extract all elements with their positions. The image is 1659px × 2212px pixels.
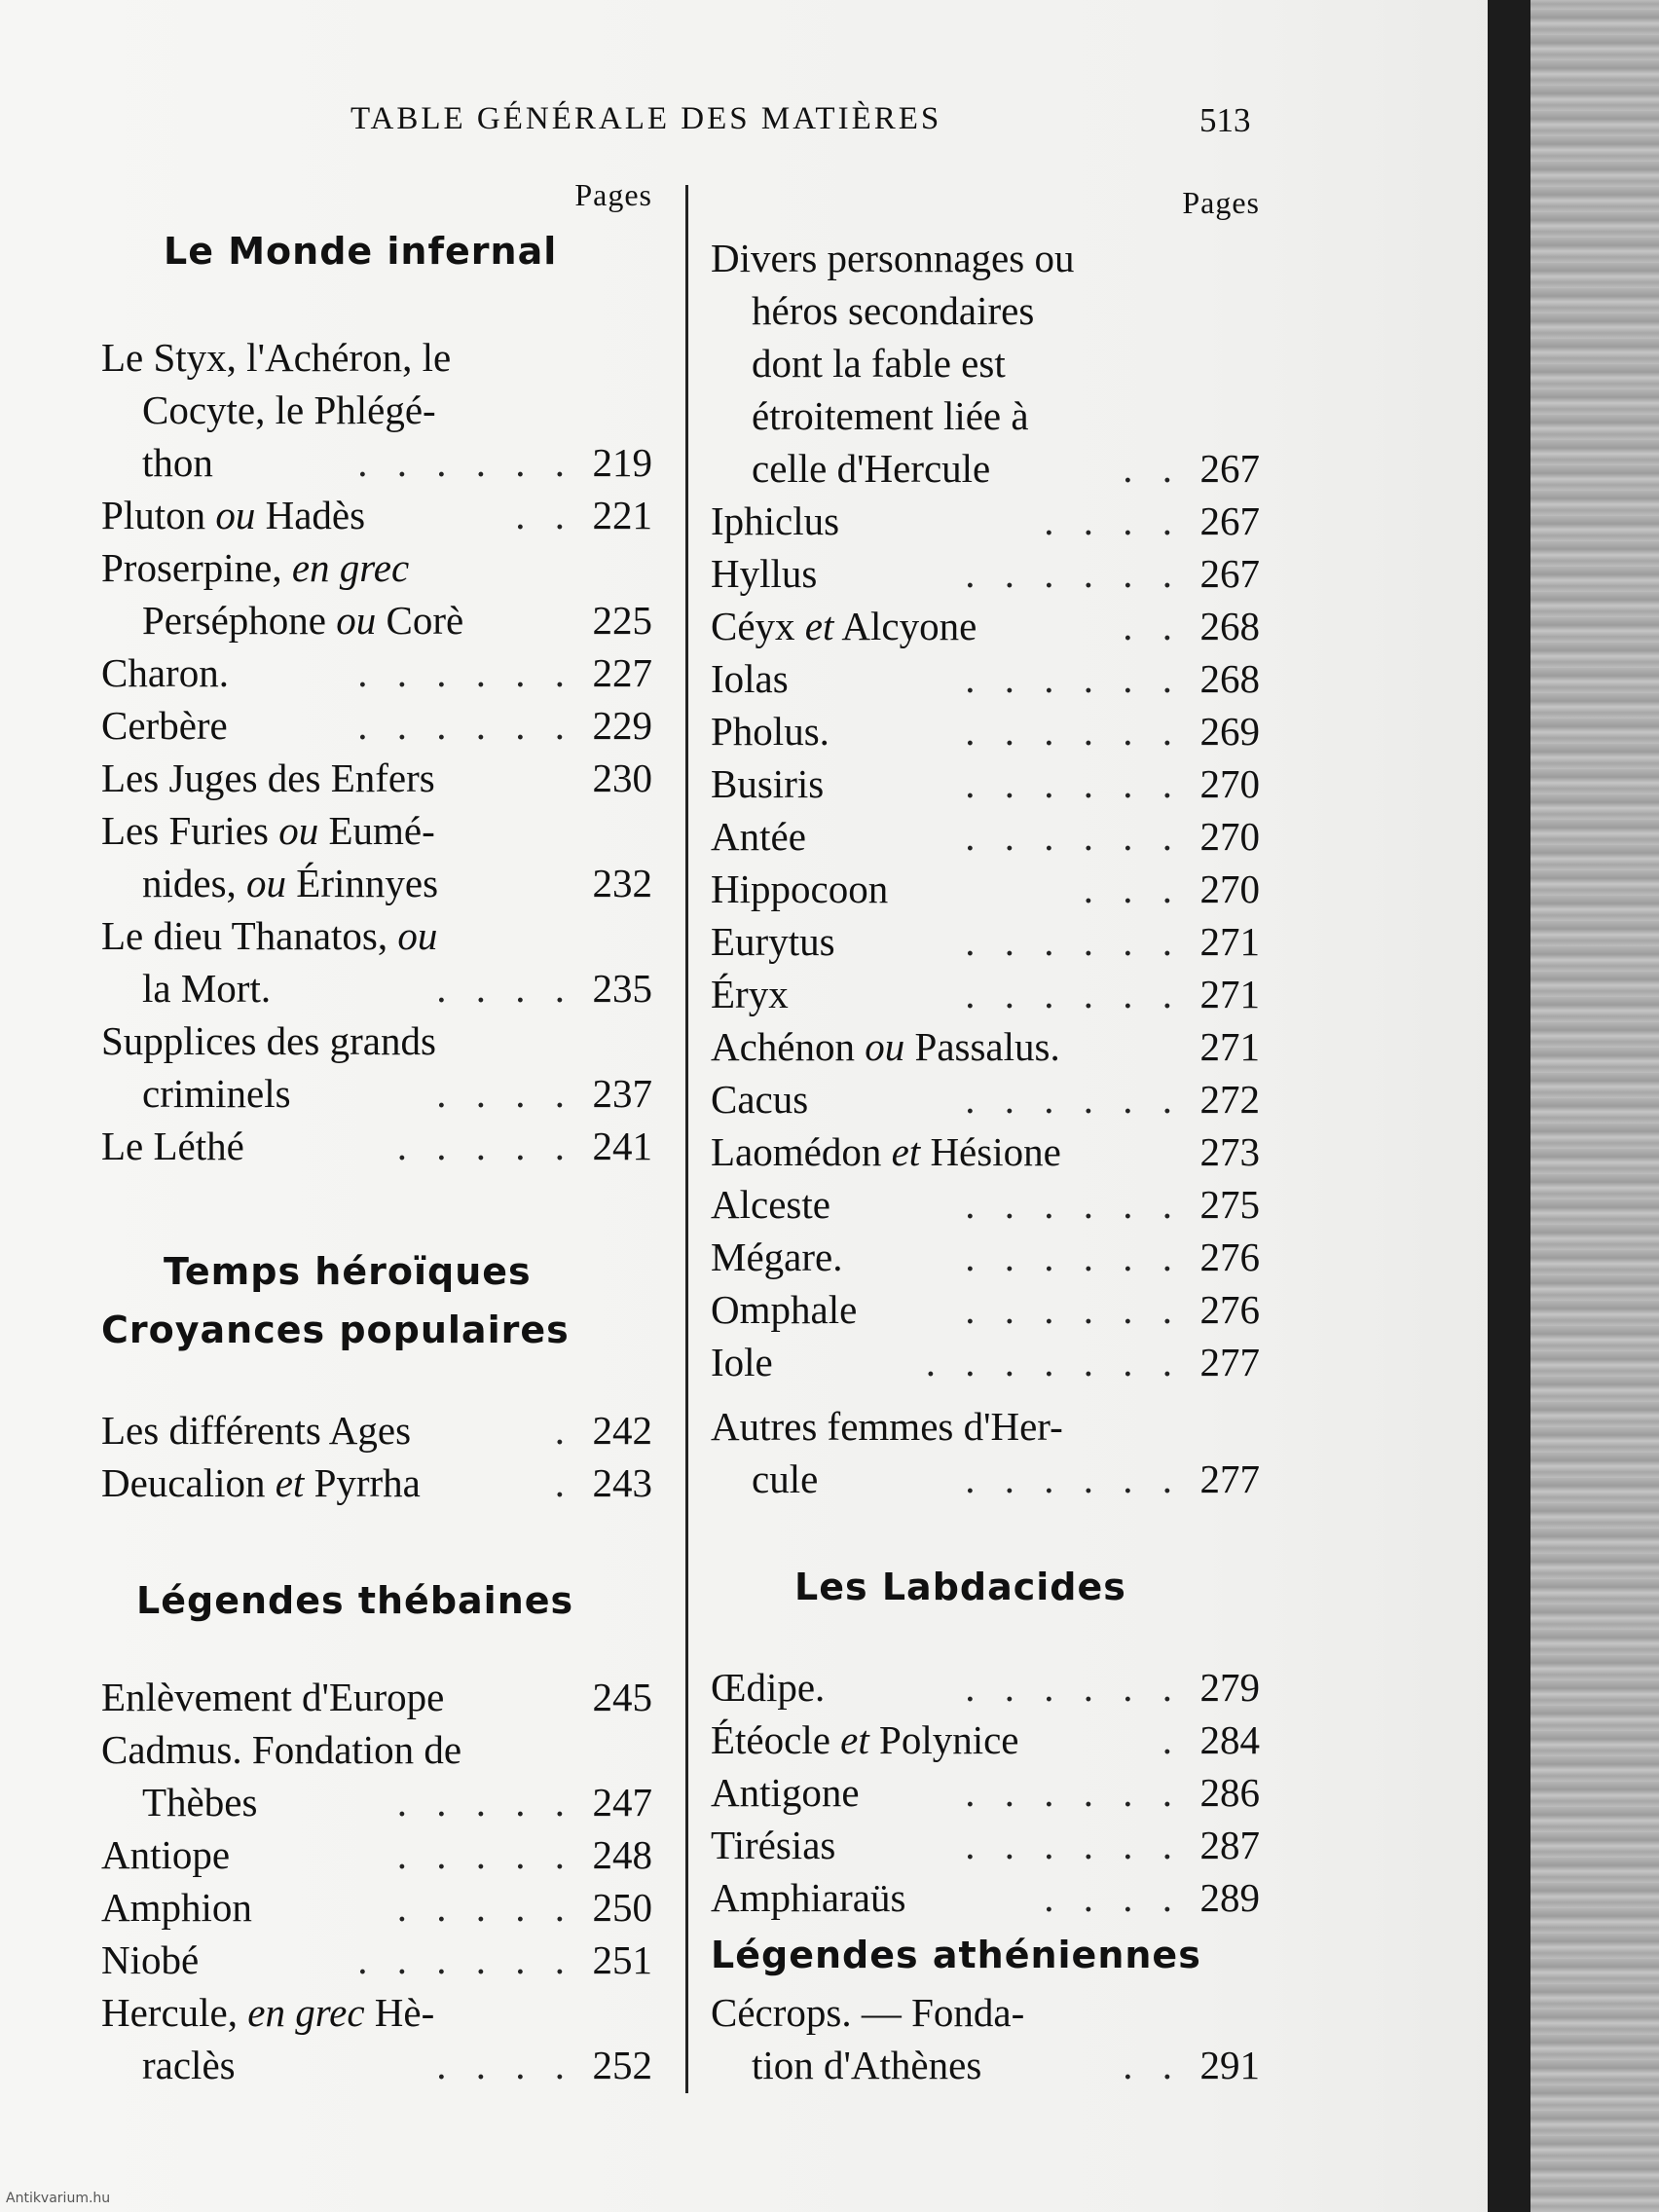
dot-leader: . . . . . . xyxy=(357,650,574,695)
entry-page: 230 xyxy=(592,756,652,800)
toc-entry xyxy=(711,915,1260,968)
entry-page: 243 xyxy=(592,1460,652,1505)
entry-text: Supplices des grands xyxy=(101,1018,436,1063)
toc-entry xyxy=(101,752,652,804)
entry-text: Achénon ou Passalus. xyxy=(711,1024,1060,1069)
entry-page: 271 xyxy=(1199,1024,1260,1069)
entry-text: Antée xyxy=(711,814,806,859)
entry-page: 269 xyxy=(1199,709,1260,754)
entry-page: 284 xyxy=(1199,1717,1260,1762)
entry-page: 270 xyxy=(1199,761,1260,806)
dot-leader: . . xyxy=(515,493,574,537)
entry-text: thon xyxy=(142,440,213,485)
toc-entry xyxy=(711,1020,1260,1073)
toc-entry xyxy=(101,1120,652,1172)
entry-page: 276 xyxy=(1199,1287,1260,1332)
toc-entry-line xyxy=(711,1986,1260,2039)
toc-entry-line xyxy=(101,384,652,436)
entry-text: Cerbère xyxy=(101,703,228,748)
toc-entry xyxy=(711,1766,1260,1819)
entry-text: Antiope xyxy=(101,1832,231,1877)
dot-leader: . . . . xyxy=(1044,498,1182,543)
toc-entry xyxy=(711,1073,1260,1125)
entry-page: 279 xyxy=(1199,1665,1260,1710)
entry-page: 270 xyxy=(1199,866,1260,911)
pages-heading: Pages xyxy=(574,177,652,212)
toc-entry-line xyxy=(101,1014,652,1067)
dot-leader: . . xyxy=(1123,446,1182,491)
entry-text: Hercule, en grec Hè- xyxy=(101,1990,435,2035)
entry-page: 229 xyxy=(592,703,652,748)
entry-text: Thèbes xyxy=(142,1780,258,1825)
entry-text: Antigone xyxy=(711,1770,860,1815)
entry-text: Eurytus xyxy=(711,919,835,964)
dot-leader: . . . . xyxy=(436,1071,574,1116)
toc-entry xyxy=(711,810,1260,863)
entry-page: 221 xyxy=(592,493,652,537)
entry-text: Niobé xyxy=(101,1937,200,1982)
dot-leader: . . . . . . xyxy=(357,440,574,485)
entry-text: la Mort. xyxy=(142,966,272,1011)
toc-entry xyxy=(711,1125,1260,1178)
toc-entry-line xyxy=(101,331,652,384)
entry-page: 291 xyxy=(1199,2043,1260,2087)
toc-entry xyxy=(711,1661,1260,1714)
entry-text: Cocyte, le Phlégé- xyxy=(142,387,436,432)
entry-page: 271 xyxy=(1199,972,1260,1016)
dot-leader: . . . . . . xyxy=(965,1182,1182,1227)
dot-leader: . . . . xyxy=(1044,1875,1182,1920)
entry-text: Éryx xyxy=(711,972,789,1016)
entry-page: 242 xyxy=(592,1408,652,1453)
dot-leader: . . . . . . xyxy=(357,703,574,748)
entry-page: 267 xyxy=(1199,446,1260,491)
entry-text: Cécrops. — Fonda- xyxy=(711,1990,1025,2035)
entry-page: 267 xyxy=(1199,551,1260,596)
entry-page: 267 xyxy=(1199,498,1260,543)
toc-entry xyxy=(711,442,1260,495)
toc-entry-line xyxy=(101,804,652,857)
entry-page: 237 xyxy=(592,1071,652,1116)
toc-entry-line xyxy=(101,541,652,594)
toc-entry xyxy=(101,1881,652,1934)
entry-page: 268 xyxy=(1199,656,1260,701)
entry-text: Deucalion et Pyrrha xyxy=(101,1460,421,1505)
dot-leader: . . . . . . xyxy=(965,1235,1182,1279)
column-divider xyxy=(685,185,688,2093)
dot-leader: . . . . . . xyxy=(965,814,1182,859)
dot-leader: . . . . . . xyxy=(965,1665,1182,1710)
entry-text: étroitement liée à xyxy=(752,393,1029,438)
entry-text: Divers personnages ou xyxy=(711,236,1075,280)
toc-entry xyxy=(711,1819,1260,1871)
entry-text: Iphiclus xyxy=(711,498,840,543)
entry-page: 235 xyxy=(592,966,652,1011)
watermark: Antikvarium.hu xyxy=(6,2191,111,2206)
dot-leader: . . . . . . xyxy=(965,1456,1182,1501)
dot-leader: . . . . . . xyxy=(965,1287,1182,1332)
entry-text: Perséphone ou Corè xyxy=(142,598,464,643)
toc-entry-line xyxy=(101,1986,652,2039)
entry-text: tion d'Athènes xyxy=(752,2043,982,2087)
toc-entry xyxy=(711,863,1260,915)
entry-text: Œdipe. xyxy=(711,1665,826,1710)
page-number: 513 xyxy=(1199,101,1251,139)
section-title: Croyances populaires xyxy=(101,1309,570,1351)
toc-entry xyxy=(101,436,652,489)
dot-leader: . . . . . . xyxy=(357,1937,574,1982)
toc-entry xyxy=(711,652,1260,705)
entry-text: Cacus xyxy=(711,1077,809,1122)
entry-text: Cadmus. Fondation de xyxy=(101,1727,462,1772)
entry-text: Les Furies ou Eumé- xyxy=(101,808,435,853)
dot-leader: . . . xyxy=(1083,866,1182,911)
dot-leader: . . . . . . xyxy=(965,551,1182,596)
entry-text: Les différents Ages xyxy=(101,1408,412,1453)
dot-leader: . . . . xyxy=(436,966,574,1011)
entry-text: celle d'Hercule xyxy=(752,446,991,491)
entry-text: raclès xyxy=(142,2043,236,2087)
dot-leader: . . . . . . xyxy=(965,709,1182,754)
entry-page: 289 xyxy=(1199,1875,1260,1920)
entry-page: 277 xyxy=(1199,1456,1260,1501)
entry-page: 251 xyxy=(592,1937,652,1982)
entry-page: 225 xyxy=(592,598,652,643)
entry-text: Le dieu Thanatos, ou xyxy=(101,913,438,958)
toc-entry xyxy=(711,495,1260,547)
entry-page: 219 xyxy=(592,440,652,485)
entry-text: Céyx et Alcyone xyxy=(711,604,977,648)
dot-leader: . . . . . . xyxy=(965,1077,1182,1122)
entry-text: Autres femmes d'Her- xyxy=(711,1404,1063,1449)
dot-leader: . . . . . xyxy=(396,1124,574,1168)
toc-entry xyxy=(101,646,652,699)
toc-entry xyxy=(711,1714,1260,1766)
toc-entry xyxy=(711,968,1260,1020)
dot-leader: . . . . . . xyxy=(965,1823,1182,1867)
dot-leader: . . . . . . xyxy=(965,919,1182,964)
entry-page: 245 xyxy=(592,1675,652,1719)
entry-text: Le Styx, l'Achéron, le xyxy=(101,335,452,380)
entry-page: 247 xyxy=(592,1780,652,1825)
entry-page: 227 xyxy=(592,650,652,695)
entry-page: 287 xyxy=(1199,1823,1260,1867)
entry-text: Laomédon et Hésione xyxy=(711,1129,1061,1174)
toc-entry-line xyxy=(101,909,652,962)
dot-leader: . . xyxy=(1123,2043,1182,2087)
entry-page: 241 xyxy=(592,1124,652,1168)
section-title: Légendes thébaines xyxy=(136,1579,574,1622)
toc-entry xyxy=(711,1871,1260,1924)
toc-entry xyxy=(101,857,652,909)
dot-leader: . . . . . . xyxy=(965,1770,1182,1815)
toc-entry-line xyxy=(711,232,1260,284)
toc-entry xyxy=(101,489,652,541)
toc-entry xyxy=(101,699,652,752)
entry-text: Amphion xyxy=(101,1885,252,1930)
dot-leader: . . . . . xyxy=(396,1885,574,1930)
toc-entry xyxy=(711,547,1260,600)
entry-text: Iole xyxy=(711,1340,773,1384)
toc-entry xyxy=(711,1231,1260,1283)
entry-page: 276 xyxy=(1199,1235,1260,1279)
entry-text: dont la fable est xyxy=(752,341,1006,386)
entry-page: 272 xyxy=(1199,1077,1260,1122)
entry-text: Étéocle et Polynice xyxy=(711,1717,1019,1762)
entry-text: criminels xyxy=(142,1071,291,1116)
section-title: Le Monde infernal xyxy=(164,230,558,273)
toc-entry-line xyxy=(711,1400,1260,1453)
entry-text: Busiris xyxy=(711,761,825,806)
entry-page: 275 xyxy=(1199,1182,1260,1227)
entry-text: héros secondaires xyxy=(752,288,1035,333)
entry-page: 286 xyxy=(1199,1770,1260,1815)
entry-page: 232 xyxy=(592,861,652,905)
toc-entry xyxy=(101,1671,652,1723)
entry-text: Tirésias xyxy=(711,1823,836,1867)
entry-text: Hyllus xyxy=(711,551,818,596)
toc-entry xyxy=(101,962,652,1014)
entry-page: 248 xyxy=(592,1832,652,1877)
toc-entry xyxy=(101,1456,652,1509)
entry-page: 268 xyxy=(1199,604,1260,648)
book-binding xyxy=(1530,0,1659,2212)
toc-entry xyxy=(711,600,1260,652)
toc-entry xyxy=(101,1934,652,1986)
toc-entry xyxy=(101,1067,652,1120)
entry-text: Pluton ou Hadès xyxy=(101,493,366,537)
toc-entry xyxy=(711,1283,1260,1336)
toc-entry xyxy=(101,1776,652,1828)
entry-page: 271 xyxy=(1199,919,1260,964)
entry-text: Pholus. xyxy=(711,709,830,754)
book-spine-edge xyxy=(1488,0,1530,2212)
toc-entry-line xyxy=(711,389,1260,442)
toc-entry xyxy=(711,1336,1260,1388)
toc-entry xyxy=(711,757,1260,810)
entry-text: Proserpine, en grec xyxy=(101,545,410,590)
entry-page: 277 xyxy=(1199,1340,1260,1384)
dot-leader: . . . . . . xyxy=(965,761,1182,806)
dot-leader: . . . . . xyxy=(396,1780,574,1825)
entry-text: Amphiaraüs xyxy=(711,1875,906,1920)
dot-leader: . xyxy=(1161,1717,1182,1762)
entry-text: Mégare. xyxy=(711,1235,843,1279)
toc-entry-line xyxy=(711,284,1260,337)
entry-text: Alceste xyxy=(711,1182,830,1227)
toc-entry xyxy=(101,594,652,646)
dot-leader: . . . . xyxy=(436,2043,574,2087)
toc-entry xyxy=(711,1178,1260,1231)
toc-entry xyxy=(101,1828,652,1881)
dot-leader: . . xyxy=(1123,604,1182,648)
toc-entry-line xyxy=(711,337,1260,389)
dot-leader: . . . . . . xyxy=(965,656,1182,701)
dot-leader: . . . . . xyxy=(396,1832,574,1877)
dot-leader: . xyxy=(554,1408,574,1453)
entry-text: Enlèvement d'Europe xyxy=(101,1675,445,1719)
dot-leader: . . . . . . xyxy=(965,972,1182,1016)
toc-entry xyxy=(711,2039,1260,2091)
toc-entry xyxy=(101,2039,652,2091)
entry-text: Iolas xyxy=(711,656,789,701)
running-title: TABLE GÉNÉRALE DES MATIÈRES xyxy=(350,101,942,136)
pages-heading: Pages xyxy=(1182,185,1260,220)
entry-text: Le Léthé xyxy=(101,1124,244,1168)
toc-entry-line xyxy=(101,1723,652,1776)
entry-text: Les Juges des Enfers xyxy=(101,756,435,800)
entry-text: Charon. xyxy=(101,650,229,695)
entry-page: 252 xyxy=(592,2043,652,2087)
entry-page: 270 xyxy=(1199,814,1260,859)
entry-page: 273 xyxy=(1199,1129,1260,1174)
dot-leader: . xyxy=(554,1460,574,1505)
section-title: Légendes athéniennes xyxy=(711,1934,1201,1976)
toc-entry xyxy=(101,1404,652,1456)
toc-entry xyxy=(711,705,1260,757)
entry-text: Hippocoon xyxy=(711,866,889,911)
entry-text: nides, ou Érinnyes xyxy=(142,861,439,905)
entry-page: 250 xyxy=(592,1885,652,1930)
section-title: Les Labdacides xyxy=(794,1566,1126,1608)
section-title: Temps héroïques xyxy=(164,1250,532,1293)
toc-entry xyxy=(711,1453,1260,1505)
dot-leader: . . . . . . . xyxy=(925,1340,1182,1384)
entry-text: Omphale xyxy=(711,1287,858,1332)
entry-text: cule xyxy=(752,1456,819,1501)
